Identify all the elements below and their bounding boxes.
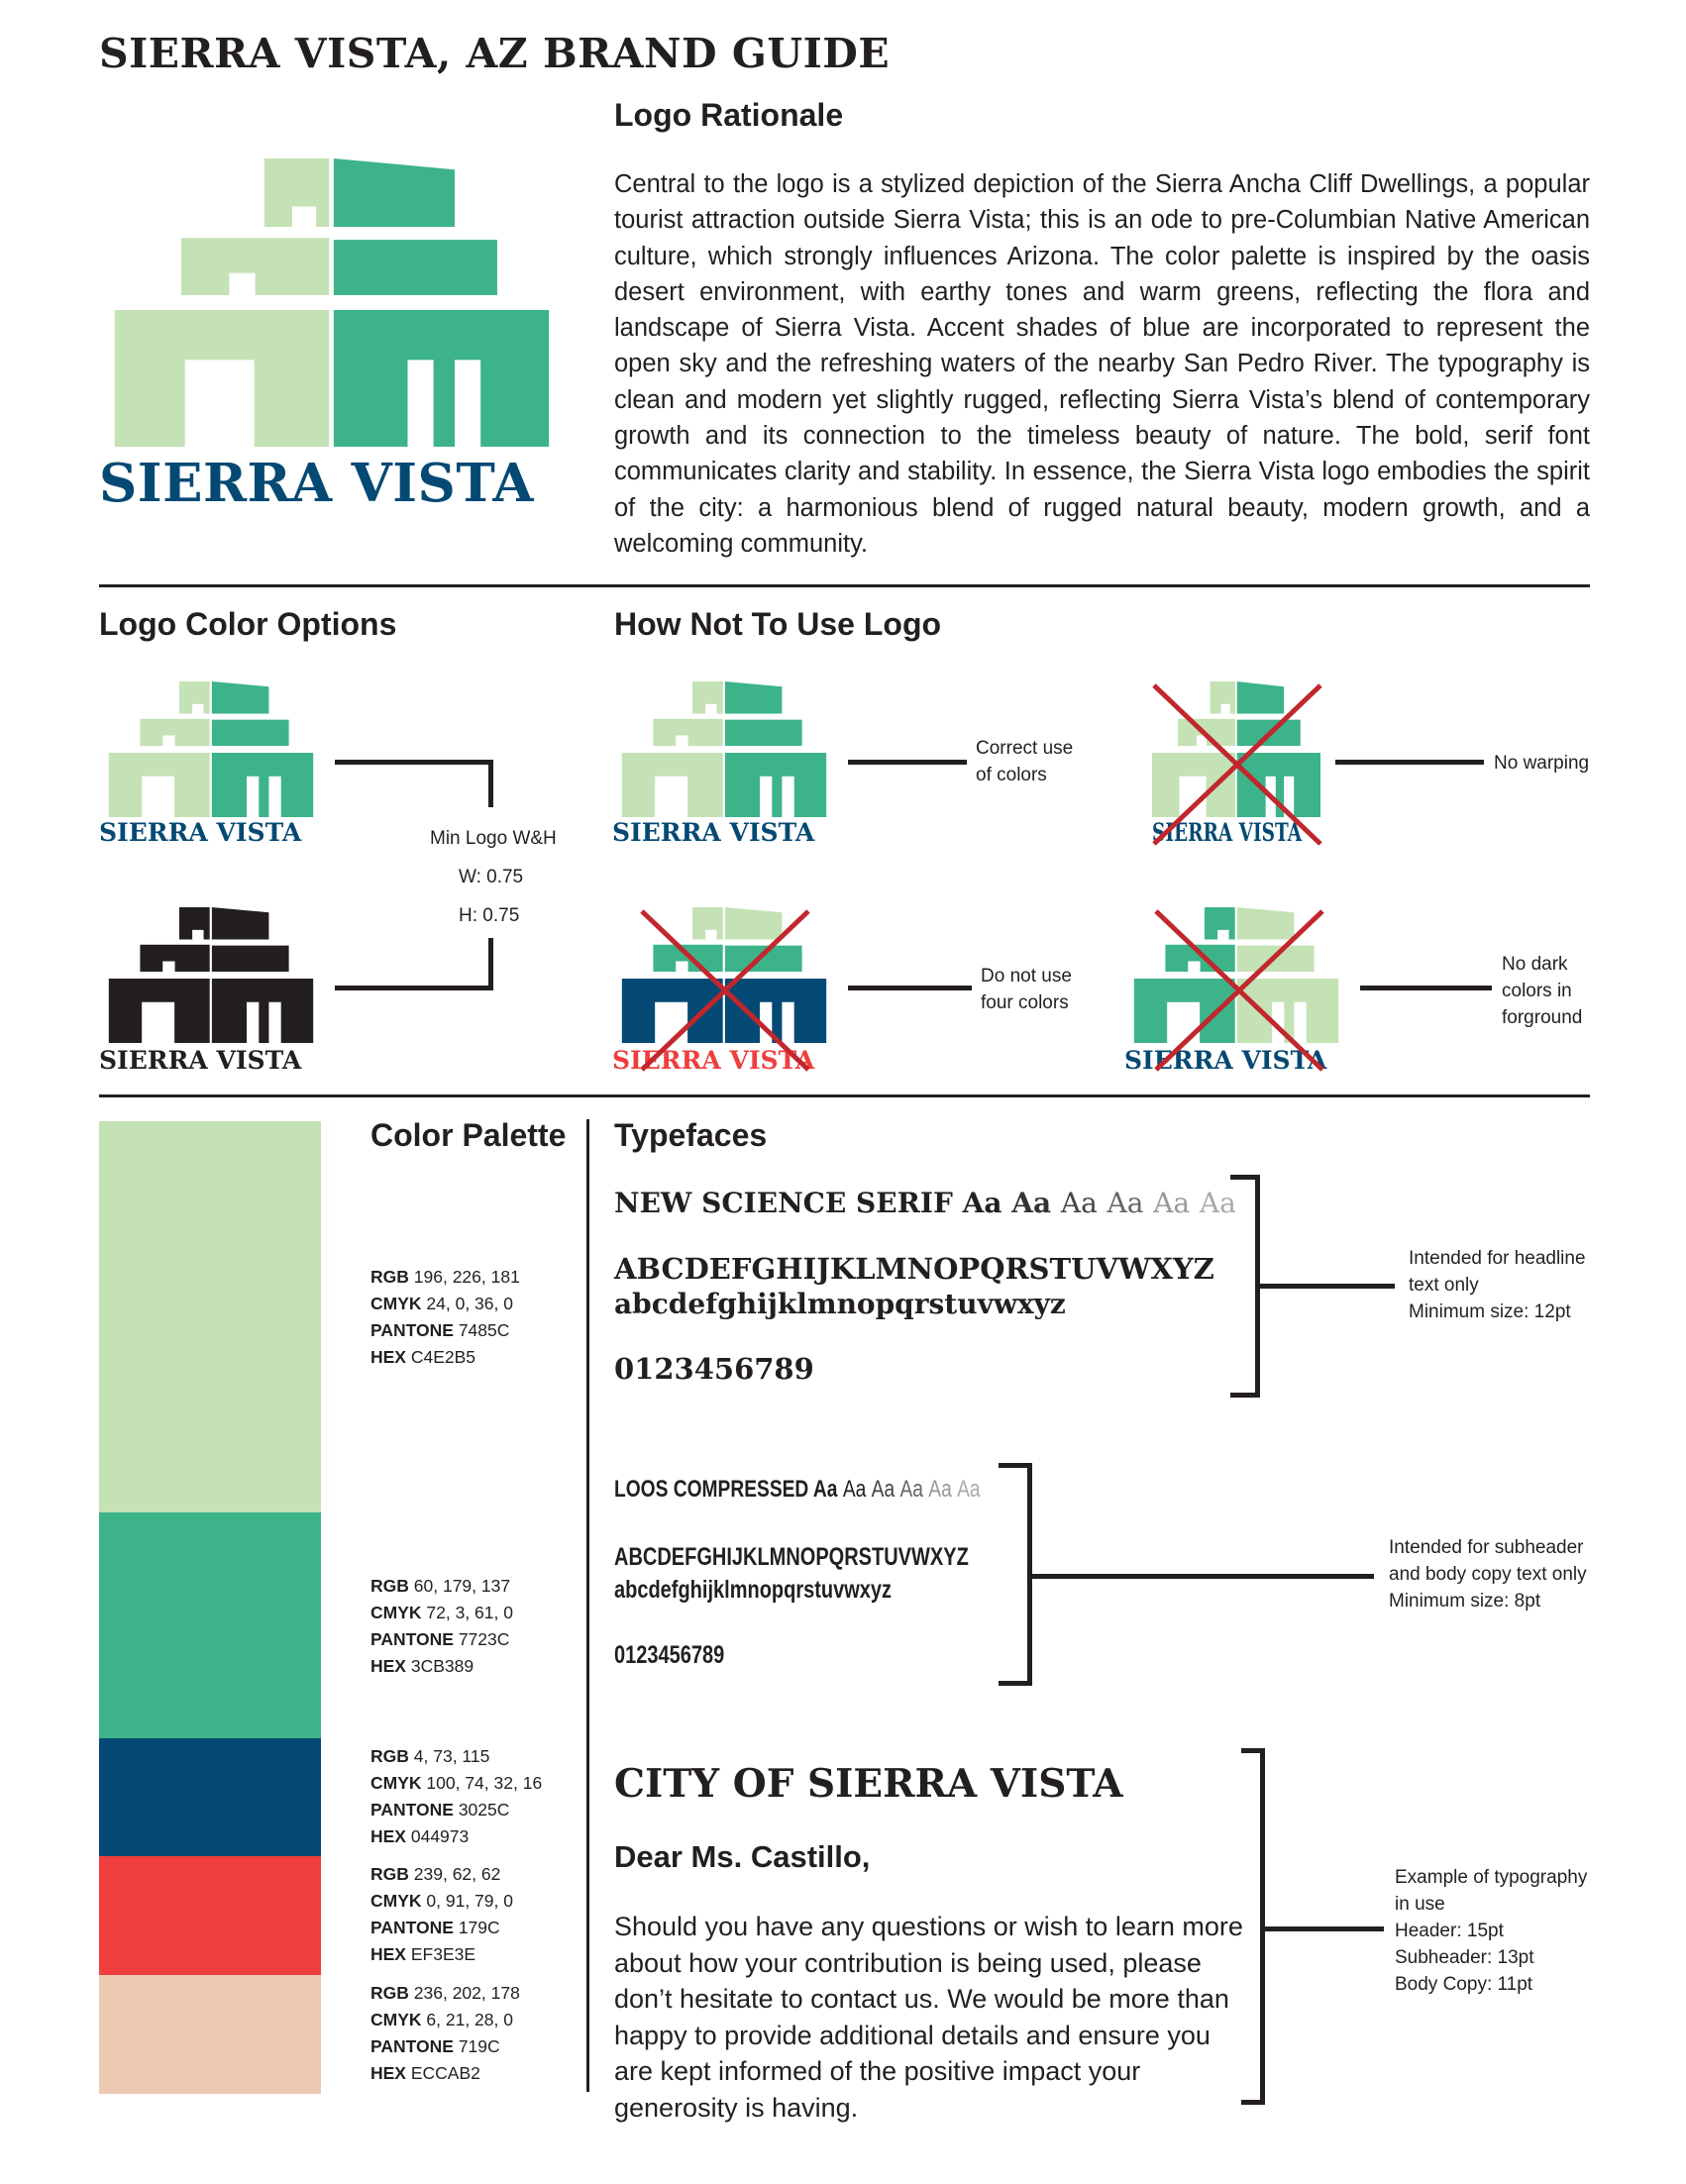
secondary-usage-note: Intended for subheader and body copy text only Minimum size: 8pt — [1389, 1537, 1587, 1612]
palette-heading: Color Palette — [370, 1117, 567, 1153]
primary-lowercase: abcdefghijklmnopqrstuvwxyz — [614, 1288, 1066, 1320]
weight-sample: Aa — [1199, 1187, 1236, 1219]
example-usage-note: Example of typography in use Header: 15pt Subheader: 13pt Body Copy: 11pt — [1395, 1867, 1588, 1995]
connector-line — [848, 986, 972, 990]
weight-sample: Aa — [812, 1476, 838, 1503]
connector-line — [848, 760, 967, 765]
example-header: CITY OF SIERRA VISTA — [614, 1761, 1123, 1807]
logo-mark — [99, 907, 323, 1043]
min-size-width: W: 0.75 — [459, 867, 524, 887]
misuse-heading: How Not To Use Logo — [614, 606, 942, 642]
logo-mark — [99, 158, 565, 447]
weight-sample: Aa — [928, 1476, 952, 1503]
column-divider — [586, 1119, 589, 2092]
cross-out-mark — [636, 907, 814, 1074]
weight-sample: Aa — [957, 1476, 981, 1503]
swatch-navy — [99, 1738, 321, 1856]
logo-black-version — [99, 907, 323, 1074]
color-options-heading: Logo Color Options — [99, 606, 397, 642]
logo-wordmark: SIERRA VISTA — [99, 453, 534, 514]
logo-wordmark: SIERRA VISTA — [1152, 818, 1303, 847]
swatch-red — [99, 1856, 321, 1975]
logo-wordmark: SIERRA VISTA — [612, 1046, 815, 1075]
note-correct-colors: Correct use of colors — [976, 738, 1074, 785]
note-no-warping: No warping — [1494, 753, 1590, 774]
typefaces-heading: Typefaces — [614, 1117, 768, 1153]
connector-line — [1032, 1574, 1374, 1579]
logo-mark — [99, 681, 323, 817]
weight-sample: Aa — [871, 1476, 896, 1503]
primary-typeface-line — [614, 1187, 1236, 1219]
weight-sample: Aa — [1153, 1187, 1191, 1219]
weight-sample: Aa — [1106, 1187, 1144, 1219]
swatch-spec-4: RGB 239, 62, 62 CMYK 0, 91, 79, 0 PANTONE 179C HEX EF3E3E — [370, 1864, 513, 1964]
primary-usage-note: Intended for headline text only Minimum size: 12pt — [1409, 1248, 1586, 1322]
secondary-typeface-line — [614, 1476, 981, 1504]
secondary-digits: 0123456789 — [614, 1641, 725, 1669]
note-dark-foreground: No dark colors in forground — [1502, 954, 1583, 1028]
min-size-title: Min Logo W&H — [430, 828, 557, 849]
example-salutation: Dear Ms. Castillo, — [614, 1839, 871, 1874]
connector-line — [1360, 986, 1492, 990]
swatch-green — [99, 1512, 321, 1738]
main-logo — [99, 158, 565, 514]
bracket — [999, 1463, 1032, 1686]
logo-correct-example — [612, 681, 836, 848]
note-four-colors: Do not use four colors — [981, 966, 1072, 1013]
swatch-spec-1: RGB 196, 226, 181 CMYK 24, 0, 36, 0 PANTONE 7485C HEX C4E2B5 — [370, 1267, 520, 1367]
logo-wordmark: SIERRA VISTA — [612, 818, 815, 847]
min-size-height: H: 0.75 — [459, 905, 520, 926]
logo-mark — [612, 681, 836, 817]
connector-line — [488, 938, 493, 990]
secondary-typeface-name: LOOS COMPRESSED — [614, 1476, 809, 1503]
weight-sample: Aa — [899, 1476, 923, 1503]
weight-sample: Aa — [962, 1187, 1002, 1219]
logo-color-version — [99, 681, 323, 848]
secondary-uppercase: ABCDEFGHIJKLMNOPQRSTUVWXYZ — [614, 1543, 969, 1571]
swatch-sand — [99, 1975, 321, 2094]
page-title: SIERRA VISTA, AZ BRAND GUIDE — [99, 30, 891, 77]
rationale-body: Central to the logo is a stylized depiction of the Sierra Ancha Cliff Dwellings, a popular tourist attraction outside Sierra Vista; this is an ode to pre-Columbian Native American culture, which strongly influences Arizona. The color palette is inspired by the oasis desert environment, with earthy tones and warm greens, reflecting the flora and landscape of Sierra Vista. Accent shades of blue are incorporated to represent the open sky and the refreshing waters of the nearby San Pedro River. The typography is clean and modern yet slightly rugged, reflecting Sierra Vista’s blend of contemporary growth and its connection to the timeless beauty of nature. The bold, serif font communicates clarity and stability. In essence, the Sierra Vista logo embodies the spirit of the city: a harmonious blend of rugged natural beauty, modern growth, and a welcoming community. — [614, 170, 1590, 558]
secondary-lowercase: abcdefghijklmnopqrstuvwxyz — [614, 1576, 893, 1604]
weight-sample: Aa — [842, 1476, 867, 1503]
logo-four-colors-example — [612, 907, 836, 1074]
connector-line — [1335, 760, 1484, 765]
divider — [99, 1094, 1590, 1097]
connector-line — [335, 986, 491, 990]
swatch-spec-5: RGB 236, 202, 178 CMYK 6, 21, 28, 0 PANTONE 719C HEX ECCAB2 — [370, 1983, 520, 2083]
connector-line — [1265, 1926, 1384, 1931]
weight-sample: Aa — [1060, 1187, 1098, 1219]
connector-line — [335, 760, 491, 765]
logo-dark-fg-example — [1124, 907, 1348, 1074]
cross-out-mark — [1150, 907, 1328, 1074]
logo-wordmark: SIERRA VISTA — [99, 818, 302, 847]
connector-line — [1260, 1284, 1395, 1289]
swatch-spec-2: RGB 60, 179, 137 CMYK 72, 3, 61, 0 PANTONE 7723C HEX 3CB389 — [370, 1576, 513, 1676]
swatch-light-green — [99, 1121, 321, 1512]
primary-digits: 0123456789 — [614, 1352, 814, 1386]
bracket — [1241, 1748, 1265, 2105]
primary-typeface-name: NEW SCIENCE SERIF — [614, 1187, 953, 1219]
bracket — [1230, 1175, 1260, 1398]
primary-uppercase: ABCDEFGHIJKLMNOPQRSTUVWXYZ — [614, 1252, 1214, 1286]
cross-out-mark — [1148, 681, 1326, 848]
swatch-spec-3: RGB 4, 73, 115 CMYK 100, 74, 32, 16 PANTONE 3025C HEX 044973 — [370, 1746, 543, 1846]
weight-sample: Aa — [1011, 1187, 1052, 1219]
divider — [99, 584, 1590, 587]
example-body: Should you have any questions or wish to learn more about how your contribution is being used, please don’t hesitate to contact us. We would be more than happy to provide additional details and ensure you are kept informed of the positive impact your generosity is having. — [614, 1912, 1243, 2123]
connector-line — [488, 760, 493, 807]
logo-wordmark: SIERRA VISTA — [1124, 1046, 1327, 1075]
logo-wordmark: SIERRA VISTA — [99, 1046, 302, 1075]
rationale-heading: Logo Rationale — [614, 97, 844, 133]
logo-warped-example — [1152, 681, 1325, 848]
